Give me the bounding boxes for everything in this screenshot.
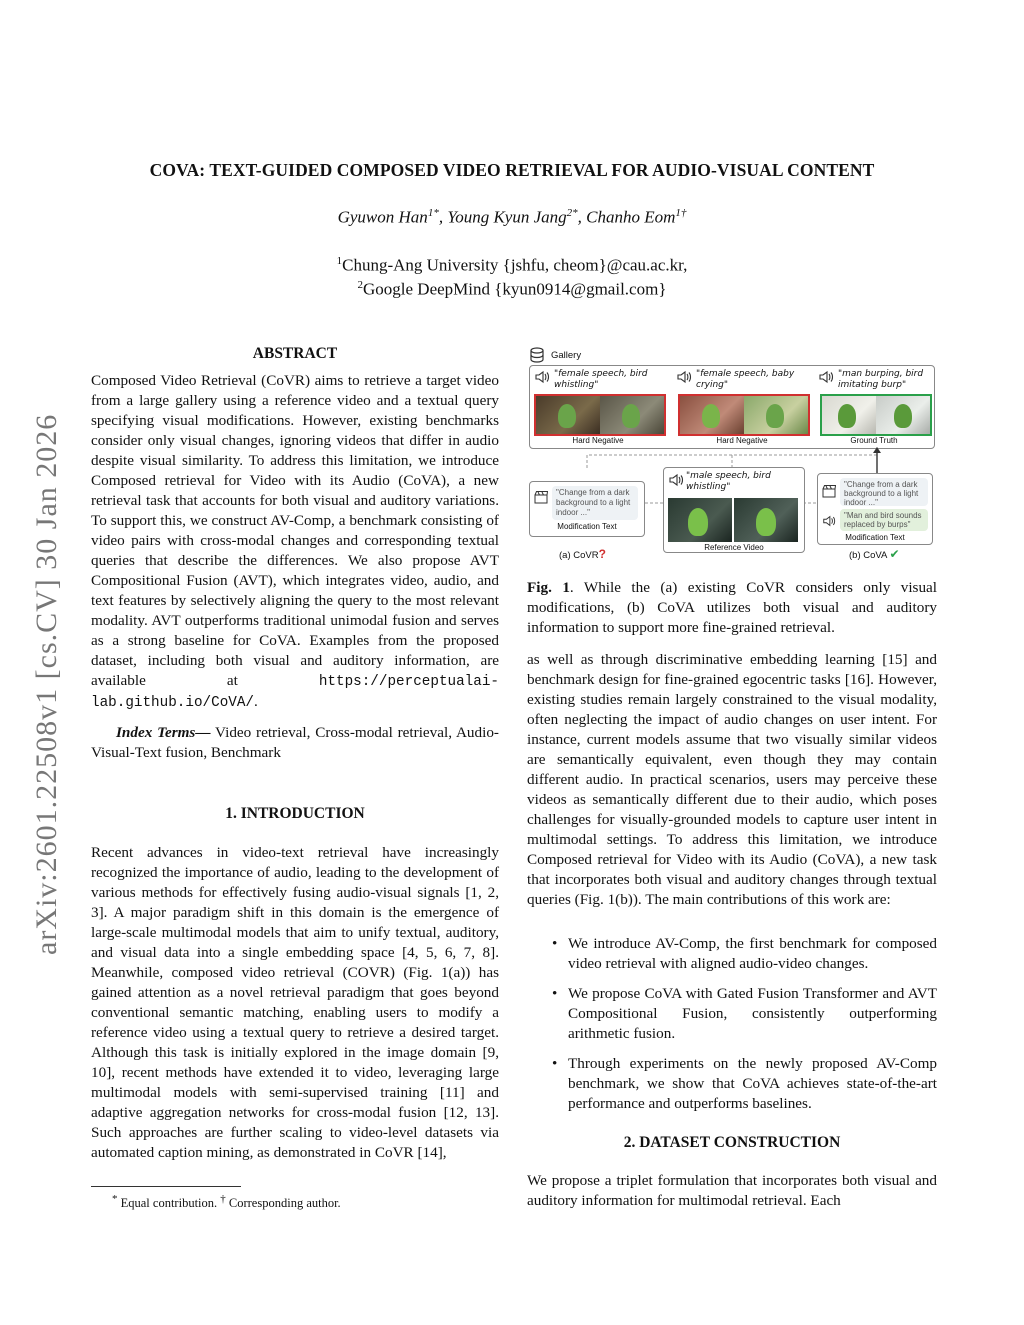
affil-mark: 2: [357, 279, 364, 291]
contribution-list: [527, 934, 937, 1124]
abstract-heading: ABSTRACT: [252, 345, 338, 362]
author-mark: 1*: [427, 207, 439, 219]
question-mark-icon: ?: [598, 547, 606, 561]
gallery-item-label: Ground Truth: [850, 436, 898, 445]
gallery-audio-caption: "female speech, bird whistling": [554, 369, 648, 390]
index-terms-label: Index Terms—: [116, 724, 211, 741]
author-name: Gyuwon Han: [337, 207, 428, 227]
gallery-audio-caption: "man burping, bird imitating burp": [838, 369, 924, 390]
affiliation-2: [0, 279, 1024, 300]
paper-title: COVA: TEXT-GUIDED COMPOSED VIDEO RETRIEVAL FOR AUDIO-VISUAL CONTENT: [149, 160, 875, 180]
audio-modification-bubble: "Man and bird sounds replaced by burps": [840, 509, 928, 531]
speaker-icon: [822, 514, 836, 533]
list-item-text: Through experiments on the newly proposed AV-Comp benchmark, we show that CoVA achieves state-of-the-art performance and outperforms baselines.: [568, 1055, 937, 1112]
footnote-text: Equal contribution.: [117, 1196, 221, 1211]
footnote-mark: *: [112, 1193, 118, 1205]
dataset-body: We propose a triplet formulation that incorporates both visual and auditory information for multimodal retrieval. Each: [527, 1172, 937, 1209]
author-name: Young Kyun Jang: [447, 207, 567, 227]
abstract-text: Composed Video Retrieval (CoVR) aims to retrieve a target video from a large gallery using a reference video and a textual query specifying visual modifications. However, existing benchmarks consider only visual changes, ignoring videos that differ in audio despite visual similarity. To address this limitation, we introduce Composed retrieval for Video with its Audio (CoVA), a new retrieval task that accounts for both visual and auditory variations. To support this, we construct AV-Comp, a benchmark consisting of video pairs with cross-modal changes and corresponding textual queries that describe the differences. We also propose AVT Compositional Fusion (AVT), which integrates video, audio, and text features by selectively aligning the query to the most relevant modality. AVT outperforms traditional unimodal fusion and serves as a strong baseline for CoVA. Examples from the proposed dataset, including both visual and auditory information, are available at: [91, 372, 499, 689]
reference-video-panel: [663, 467, 805, 553]
intro-continued: as well as through discriminative embedding learning [15] and benchmark design for fine-grained egocentric tasks [16]. However, existing studies remain largely constrained to the visual modality, often neglecting the impact of audio changes on user intent. For instance, current models assume that two visually similar videos are semantically equivalent, even though they may contain different audio. In practical scenarios, users may perceive these videos as semantically different due to their audio, which poses challenges for visually-grounded models to capture user intent in multimodal settings. To address this limitation, we introduce Composed retrieval for Video with its Audio (CoVA), a new task that incorporates both visual and auditory changes through textual queries (Fig. 1(b)). The main contributions of this work are:: [527, 651, 937, 908]
gallery-item-label: Hard Negative: [572, 436, 624, 445]
cova-modification-panel: [817, 473, 933, 545]
intro-body: Recent advances in video-text retrieval have increasingly recognized the importance of audio, leading to the development of various methods for effectively fusing audio-visual signals [1, 2, 3]. A major paradigm shift in this domain is the emergence of large-scale multimodal models that aim to unify textual, auditory, and visual data into a single embedding space [4, 5, 6, 7, 8]. Meanwhile, composed video retrieval (COVR) (Fig. 1(a)) has gained attention as a novel retrieval paradigm that goes beyond conventional semantic matching, enabling users to modify a reference video using a textual query to retrieve a desired target. Although this task is initially explored in the image domain [9, 10], recent methods have extended it to video, leveraging large multimodal models with semi-supervised training [11] and adaptive aggregation networks for cross-modal fusion [12, 13]. Such approaches are further scaling to video-level datasets via automated caption mining, as demonstrated in CoVR [14],: [91, 844, 499, 1161]
figure-caption-text: . While the (a) existing CoVR considers only visual modifications, (b) CoVA utilizes both visual and auditory information to support more fine-grained retrieval.: [527, 579, 938, 636]
list-item-text: We propose CoVA with Gated Fusion Transformer and AVT Compositional Fusion, consistently outperforming arithmetic fusion.: [568, 985, 937, 1042]
footnote-divider: [91, 1186, 241, 1187]
affil-mark: 1: [336, 255, 343, 267]
gallery-item-label: Hard Negative: [716, 436, 768, 445]
author-mark: 1†: [675, 207, 687, 219]
affiliation-1: [0, 255, 1024, 276]
figure-1: [527, 343, 937, 563]
affiliation-text: Google DeepMind {kyun0914@gmail.com}: [363, 279, 667, 299]
clapperboard-icon: [534, 490, 548, 509]
reference-video-thumbnail: [668, 498, 798, 542]
figure-caption-label: Fig. 1: [527, 579, 570, 596]
list-item: • Through experiments on the newly proposed AV-Comp benchmark, we show that CoVA achieves state-of-the-art performance and outperforms baselines.: [552, 1055, 937, 1112]
author-name: Chanho Eom: [586, 207, 676, 227]
covr-caption: [559, 547, 606, 561]
abstract-body: Composed Video Retrieval (CoVR) aims to retrieve a target video from a large gallery using a reference video and a textual query specifying visual modifications. However, existing benchmarks consider only visual changes, ignoring videos that differ in audio despite visual similarity. To address this limitation, we introduce Composed retrieval for Video with its Audio (CoVA), a new retrieval task that accounts for both visual and auditory variations. To support this, we construct AV-Comp, a benchmark consisting of video pairs with cross-modal changes and corresponding textual queries that describe the differences. We also propose AVT Compositional Fusion (AVT), which integrates video, audio, and text features by selectively aligning the query to the most relevant modality. AVT outperforms traditional unimodal fusion and serves as a strong baseline for CoVA. Examples from the proposed dataset, including both visual and auditory information, are available at https://perceptualai-lab.github.io/CoVA/. Index Terms— Video retrieval, Cross-modal retrieval, Audio-Visual-Text fusion, Benchmark: [91, 372, 499, 761]
modification-text-bubble: "Change from a dark background to a light indoor ...": [552, 486, 638, 520]
figure-caption: [527, 578, 937, 638]
dataset-heading: 2. DATASET CONSTRUCTION: [623, 1134, 841, 1151]
cova-caption-text: (b) CoVA: [849, 550, 887, 561]
footnote-mark: †: [220, 1193, 226, 1205]
modification-text-label: Modification Text: [845, 533, 905, 542]
modification-text-bubble: "Change from a dark background to a light indoor ...": [840, 478, 928, 506]
speaker-icon: [668, 472, 684, 493]
footnote: [112, 1193, 341, 1211]
gallery-audio-caption: "female speech, baby crying": [696, 369, 795, 390]
modification-text-label: Modification Text: [557, 522, 617, 531]
list-item: • We introduce AV-Comp, the first benchmark for composed video retrieval with aligned audio-video changes.: [552, 935, 937, 972]
covr-caption-text: (a) CoVR: [559, 550, 599, 561]
affiliation-text: Chung-Ang University {jshfu, cheom}@cau.ac.kr,: [342, 255, 688, 275]
project-link[interactable]: https://perceptualai-lab.github.io/CoVA/: [91, 674, 499, 711]
reference-video-label: Reference Video: [704, 543, 764, 552]
covr-modification-panel: [529, 481, 645, 537]
reference-audio-caption: "male speech, bird whistling": [686, 471, 771, 492]
clapperboard-icon: [822, 484, 836, 503]
arxiv-stamp: arXiv:2601.22508v1 [cs.CV] 30 Jan 2026: [30, 413, 63, 955]
index-terms: Video retrieval, Cross-modal retrieval, Audio-Visual-Text fusion, Benchmark: [91, 724, 499, 761]
gallery-label: Gallery: [551, 350, 582, 361]
author-list: Gyuwon Han$^{1*}$, Young Kyun Jang$^{2*}$, Chanho Eom$^{1\dagger}$: [337, 207, 687, 227]
list-item: • We propose CoVA with Gated Fusion Transformer and AVT Compositional Fusion, consistently outperforming arithmetic fusion.: [552, 985, 937, 1042]
check-icon: ✔: [889, 547, 900, 561]
cova-caption: [849, 547, 900, 561]
list-item-text: We introduce AV-Comp, the first benchmark for composed video retrieval with aligned audio-video changes.: [568, 935, 937, 972]
intro-heading: 1. INTRODUCTION: [225, 805, 365, 822]
footnote-text: Corresponding author.: [225, 1196, 341, 1211]
author-mark: 2*: [566, 207, 578, 219]
